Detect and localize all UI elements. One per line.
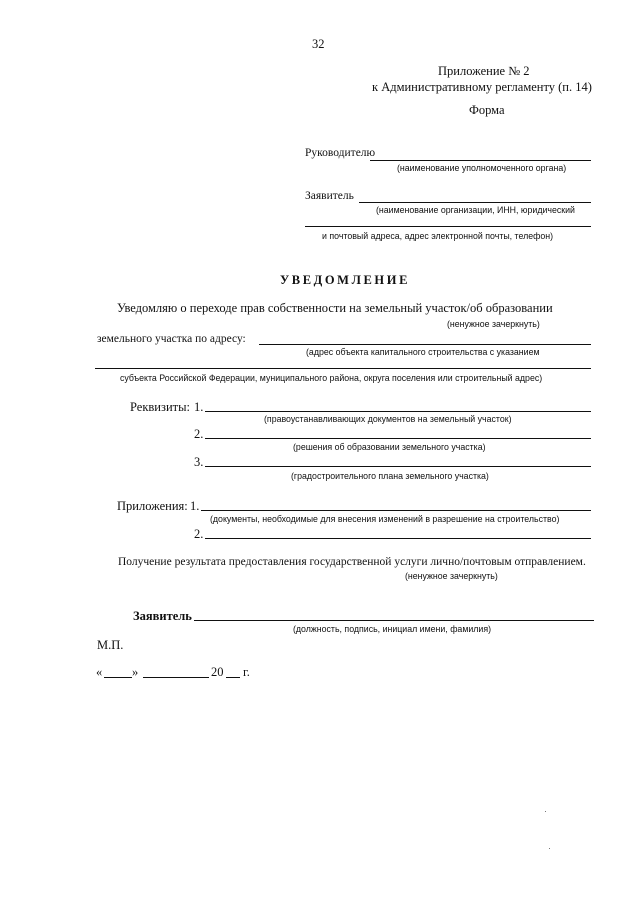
date-year-line[interactable]: [226, 677, 240, 678]
date-month-line[interactable]: [143, 677, 209, 678]
result-hint: (ненужное зачеркнуть): [405, 571, 498, 581]
requisite-3-number: 3.: [194, 455, 204, 469]
requisite-3-hint: (градостроительного плана земельного участка): [291, 471, 489, 481]
date-year-prefix: 20: [211, 665, 224, 679]
applicant-hint-2: и почтовый адреса, адрес электронной почты, телефон): [322, 231, 554, 241]
address-hint-2: субъекта Российской Федерации, муниципального района, округа поселения или строительный адрес): [120, 373, 543, 383]
address-input-line[interactable]: [259, 344, 591, 345]
signature-hint: (должность, подпись, инициал имени, фамилия): [293, 624, 492, 634]
signature-input-line[interactable]: [194, 620, 594, 621]
document-title: УВЕДОМЛЕНИЕ: [280, 273, 411, 287]
requisite-1-input-line[interactable]: [205, 411, 591, 412]
attachment-2-number: 2.: [194, 527, 204, 541]
attachment-1-hint: (документы, необходимые для внесения изменений в разрешение на строительство): [210, 514, 560, 524]
requisite-1-number: 1.: [194, 400, 204, 414]
requisite-2-hint: (решения об образовании земельного участка): [293, 442, 486, 452]
head-input-line[interactable]: [370, 160, 591, 161]
requisite-3-input-line[interactable]: [205, 466, 591, 467]
head-hint: (наименование уполномоченного органа): [397, 163, 567, 173]
applicant-hint-1: (наименование организации, ИНН, юридический: [376, 205, 575, 215]
address-hint-1: (адрес объекта капитального строительства с указанием: [306, 347, 540, 357]
applicant-label: Заявитель: [305, 190, 354, 202]
date-year-suffix: г.: [243, 665, 250, 679]
address-label: земельного участка по адресу:: [97, 333, 246, 345]
regulation-reference: к Административному регламенту (п. 14): [372, 80, 592, 94]
stamp-label: М.П.: [97, 638, 124, 652]
date-day-line[interactable]: [104, 677, 132, 678]
form-label: Форма: [469, 103, 505, 117]
requisite-2-input-line[interactable]: [205, 438, 591, 439]
requisites-label: Реквизиты:: [130, 400, 190, 414]
result-text: Получение результата предоставления государственной услуги лично/почтовым отправлением.: [118, 556, 586, 568]
scan-speck: [549, 848, 550, 849]
appendix-label: Приложение № 2: [438, 64, 530, 78]
applicant-input-line-2[interactable]: [305, 226, 591, 227]
attachment-2-input-line[interactable]: [205, 538, 591, 539]
date-open-quote: «: [96, 665, 103, 679]
date-close-quote: »: [132, 665, 139, 679]
intro-hint: (ненужное зачеркнуть): [447, 319, 540, 329]
head-label: Руководителю: [305, 147, 376, 159]
scan-speck: [545, 811, 546, 812]
attachments-label: Приложения:: [117, 499, 188, 513]
attachment-1-number: 1.: [190, 499, 200, 513]
address-input-line-2[interactable]: [95, 368, 591, 369]
intro-text: Уведомляю о переходе прав собственности на земельный участок/об образовании: [117, 301, 553, 315]
signature-label: Заявитель: [133, 609, 192, 623]
page-number: 32: [312, 37, 325, 51]
requisite-2-number: 2.: [194, 427, 204, 441]
attachment-1-input-line[interactable]: [201, 510, 591, 511]
requisite-1-hint: (правоустанавливающих документов на земельный участок): [264, 414, 512, 424]
applicant-input-line[interactable]: [359, 202, 591, 203]
